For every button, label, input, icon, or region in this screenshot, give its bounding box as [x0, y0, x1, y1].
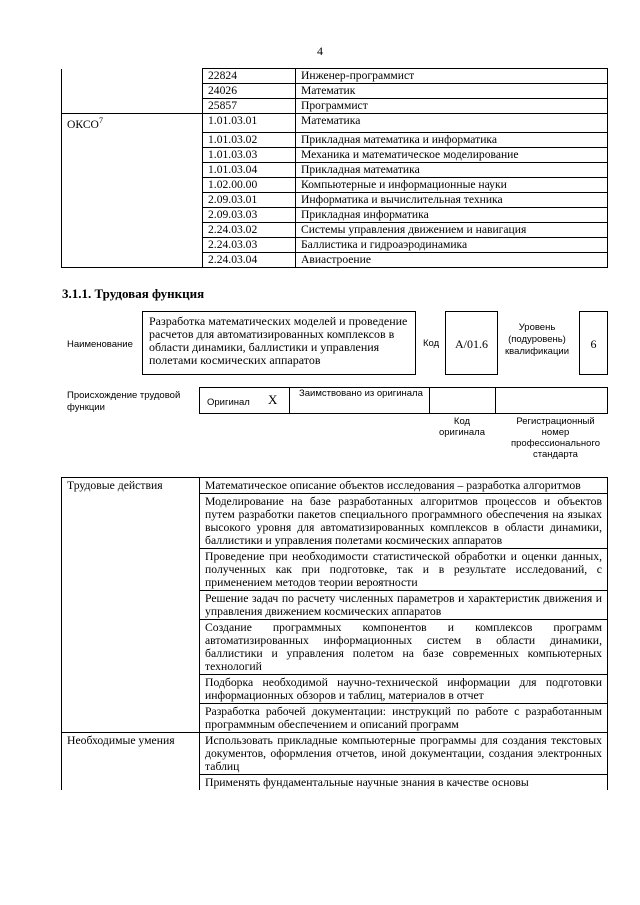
- labor-action-item: Подборка необходимой научно-технической информации для подготовки информационных обзоров и таблиц, материалов в отчет: [200, 675, 608, 704]
- classifier-cell: [62, 177, 203, 192]
- codes-row: [62, 223, 608, 238]
- labor-action-label: Трудовые действия: [67, 479, 163, 492]
- code-cell: 1.01.03.01: [203, 114, 296, 132]
- classifier-cell: [62, 69, 203, 84]
- original-label: Оригинал: [207, 397, 250, 408]
- code-cell: 1.01.03.03: [203, 147, 296, 162]
- labor-action-label-cell: [62, 549, 200, 591]
- reg-number-label: Регистрационный номер профессионального стандарта: [511, 416, 600, 460]
- labor-action-label-cell: [62, 675, 200, 704]
- skill-item: Применять фундаментальные научные знания в качестве основы: [200, 775, 608, 791]
- classifier-cell: [62, 223, 203, 238]
- codes-row: [62, 69, 608, 84]
- skill-row: [62, 733, 608, 775]
- name-cell: Баллистика и гидроаэродинамика: [296, 238, 608, 253]
- codes-table: [61, 68, 608, 268]
- origin-label: Происхождение трудовой функции: [67, 390, 181, 413]
- labor-action-item: Создание программных компонентов и комплексов программ автоматизированных информационных систем в области динамики, баллистики и управления полетом на базе современных компьютерных технологий: [200, 620, 608, 675]
- codes-row: [62, 238, 608, 253]
- classifier-cell: [62, 84, 203, 99]
- borrowed-label: Заимствовано из оригинала: [299, 388, 423, 399]
- labor-action-row: [62, 675, 608, 704]
- classifier-cell: [62, 99, 203, 114]
- name-cell: Информатика и вычислительная техника: [296, 193, 608, 208]
- code-cell: 1.01.03.02: [203, 132, 296, 147]
- codes-row: [62, 162, 608, 177]
- skill-label-cell: [62, 775, 200, 791]
- code-cell: 2.24.03.03: [203, 238, 296, 253]
- name-cell: Математика: [296, 114, 608, 132]
- classifier-cell: [62, 193, 203, 208]
- code-cell: 22824: [203, 69, 296, 84]
- name-cell: Прикладная математика и информатика: [296, 132, 608, 147]
- labor-action-label-cell: [62, 591, 200, 620]
- skill-label: Необходимые умения: [67, 734, 175, 747]
- classifier-cell: [62, 238, 203, 253]
- code-cell: 2.09.03.01: [203, 193, 296, 208]
- code-cell: 1.01.03.04: [203, 162, 296, 177]
- labor-action-item: Проведение при необходимости статистической обработки и оценки данных, полученных как при подготовке, так и в результате исследований, с применением методов теории вероятности: [200, 549, 608, 591]
- classifier-cell: [62, 147, 203, 162]
- classifier-cell: [62, 162, 203, 177]
- function-code: A/01.6: [445, 311, 498, 375]
- name-cell: Компьютерные и информационные науки: [296, 177, 608, 192]
- labor-action-row: [62, 704, 608, 733]
- name-cell: Авиастроение: [296, 253, 608, 268]
- name-cell: Математик: [296, 84, 608, 99]
- labor-action-label-cell: [62, 494, 200, 549]
- page-number: 4: [317, 44, 323, 58]
- code-cell: 24026: [203, 84, 296, 99]
- codes-row: [62, 147, 608, 162]
- name-cell: Прикладная информатика: [296, 208, 608, 223]
- origin-cell-code: [430, 388, 496, 413]
- classifier-name: ОКСО: [67, 118, 99, 132]
- code-original-label: Код оригинала: [438, 416, 485, 438]
- name-cell: Прикладная математика: [296, 162, 608, 177]
- section-title: 3.1.1. Трудовая функция: [62, 286, 205, 301]
- name-cell: Механика и математическое моделирование: [296, 147, 608, 162]
- classifier-cell: [62, 208, 203, 223]
- codes-row: [62, 114, 608, 132]
- skill-item: Использовать прикладные компьютерные программы для создания текстовых документов, оформления отчетов, иной документации, создания электронных таблиц: [200, 733, 608, 775]
- name-cell: Инженер-программист: [296, 69, 608, 84]
- code-cell: 2.24.03.04: [203, 253, 296, 268]
- labor-action-row: [62, 591, 608, 620]
- labor-action-row: [62, 494, 608, 549]
- labor-action-row: [62, 549, 608, 591]
- labor-action-row: [62, 620, 608, 675]
- code-cell: 2.09.03.03: [203, 208, 296, 223]
- skill-row: [62, 775, 608, 791]
- skill-label-cell: [62, 733, 200, 775]
- code-cell: 25857: [203, 99, 296, 114]
- qualification-level: 6: [579, 311, 608, 375]
- level-label: Уровень (подуровень) квалификации: [504, 322, 570, 357]
- footnote-mark: 7: [98, 116, 103, 126]
- name-cell: Программист: [296, 99, 608, 114]
- codes-row: [62, 132, 608, 147]
- function-name: Разработка математических моделей и проведение расчетов для автоматизированных комплексов в области динамики, баллистики и управления полетами космических аппаратов: [142, 311, 416, 375]
- classifier-cell: [62, 132, 203, 147]
- labor-action-item: Моделирование на базе разработанных алгоритмов процессов и объектов путем разработки пакетов специального программного обеспечения на языках высокого уровня для автоматизированных комплексов в области динамики, баллистики и управления полетами космических аппаратов: [200, 494, 608, 549]
- code-label: Код: [423, 338, 440, 349]
- codes-row: [62, 84, 608, 99]
- labor-action-item: Разработка рабочей документации: инструкций по работе с разработанным программным обеспечением и описаний программ: [200, 704, 608, 733]
- classifier-cell: [62, 114, 203, 132]
- classifier-cell: [62, 253, 203, 268]
- name-cell: Системы управления движением и навигация: [296, 223, 608, 238]
- codes-row: [62, 177, 608, 192]
- labor-action-item: Математическое описание объектов исследования – разработка алгоритмов: [200, 478, 608, 494]
- labor-action-row: [62, 478, 608, 494]
- codes-row: [62, 99, 608, 114]
- codes-row: [62, 253, 608, 268]
- codes-row: [62, 208, 608, 223]
- labor-action-item: Решение задач по расчету численных параметров и характеристик движения и управления движением космических аппаратов: [200, 591, 608, 620]
- labor-action-label-cell: [62, 704, 200, 733]
- labor-function-table: [61, 477, 608, 790]
- codes-row: [62, 193, 608, 208]
- original-mark: X: [268, 392, 278, 407]
- code-cell: 2.24.03.02: [203, 223, 296, 238]
- name-label: Наименование: [67, 339, 133, 350]
- code-cell: 1.02.00.00: [203, 177, 296, 192]
- labor-action-label-cell: [62, 478, 200, 494]
- labor-action-label-cell: [62, 620, 200, 675]
